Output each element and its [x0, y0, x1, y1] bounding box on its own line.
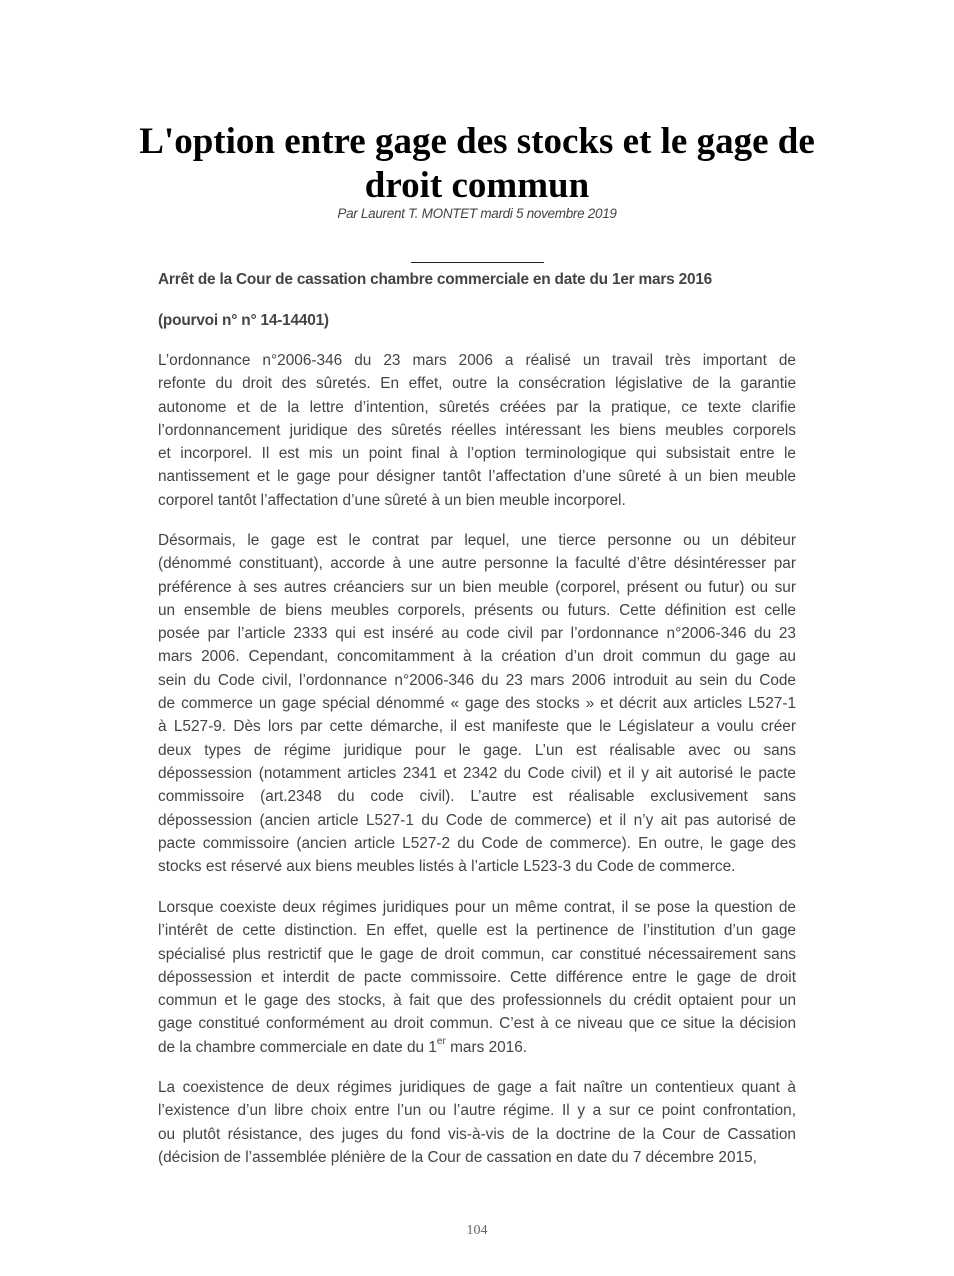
- text-line: Désormais, le gage est le contrat par lequel, une tierce personne ou un débiteur: [158, 532, 796, 549]
- text-line: dépossession (notamment articles 2341 et 2342 du Code civil) et il y ait autorisé le pacte: [158, 764, 796, 782]
- text-line: pacte commissoire (ancien article L527-2 du Code de commerce). En outre, le gage des: [158, 834, 796, 852]
- decision-heading: Arrêt de la Cour de cassation chambre commerciale en date du 1er mars 2016: [158, 271, 713, 288]
- text-line: l’intérêt de cette distinction. En effet, quelle est la pertinence de l’institution d’un gage: [158, 922, 796, 940]
- text-line: Lorsque coexiste deux régimes juridiques pour un même contrat, il se pose la question de: [158, 899, 796, 916]
- text-line: l’ordonnancement juridique des sûretés réelles intéressant les biens meubles corporels: [158, 421, 796, 439]
- text-line: mars 2006. Cependant, concomitamment à la création d’un droit commun du gage au: [158, 648, 796, 666]
- paragraph-4: [158, 1076, 796, 1169]
- text-line: et incorporel. Il est mis un point final à l’option terminologique qui subsistait entre le: [158, 445, 796, 463]
- divider: [411, 262, 544, 263]
- text-line: dépossession et interdit de pacte commissoire. Cette différence entre le gage de droit: [158, 968, 796, 986]
- text-line: corporel tantôt l’affectation d’une sûreté à un bien meuble incorporel.: [158, 491, 626, 509]
- pourvoi-number: (pourvoi n° n° 14-14401): [158, 312, 329, 329]
- text-line: L’ordonnance n°2006-346 du 23 mars 2006 a réalisé un travail très important de: [158, 352, 796, 369]
- paragraph-3: [158, 896, 796, 1059]
- text-line: La coexistence de deux régimes juridiques de gage a fait naître un contentieux quant à: [158, 1079, 796, 1096]
- text-line: deux types de régime juridique pour le gage. L’un est réalisable avec ou sans: [158, 741, 796, 759]
- text-line: autonome et de la lettre d’intention, sûretés créées par la pratique, ce texte clarifie: [158, 398, 796, 416]
- page-number: 104: [466, 1223, 488, 1238]
- text-line: posée par l’article 2333 qui est inséré au code civil par l’ordonnance n°2006-346 du 23: [158, 625, 796, 643]
- text-line: spécialisé plus restrictif que le gage de droit commun, car constitué nécessairement sans: [158, 945, 796, 963]
- superscript: er: [436, 1035, 446, 1047]
- text-line: gage constitué conformément au droit commun. C’est à ce niveau que ce situe la décision: [158, 1015, 796, 1033]
- byline: Par Laurent T. MONTET mardi 5 novembre 2019: [337, 206, 617, 221]
- text-line: l’existence d’un libre choix entre l’un ou l’autre régime. Il y a sur ce point confrontation,: [158, 1102, 796, 1120]
- text-segment: de la chambre commerciale en date du 1: [158, 1038, 437, 1056]
- text-line: dépossession (ancien article L527-1 du Code de commerce) et il n’y ait pas autorisé de: [158, 811, 796, 829]
- text-line: (décision de l’assemblée plénière de la Cour de cassation en date du 7 décembre 2015,: [158, 1148, 757, 1166]
- text-line: à L527-9. Dès lors par cette démarche, il est manifeste que le Législateur a voulu créer: [158, 718, 796, 736]
- text-line: commissoire (art.2348 du code civil). L’autre est réalisable exclusivement sans: [158, 788, 796, 806]
- text-line: sein du Code civil, l’ordonnance n°2006-346 du 23 mars 2006 introduit au sein du Code: [158, 671, 796, 689]
- text-line: (dénommé constituant), accorde à une autre personne la faculté d’être désintéresser par: [158, 555, 796, 573]
- paragraph-1: [158, 349, 796, 512]
- text-line: préférence à ses autres créanciers sur un bien meuble (corporel, présent ou futur) ou sur: [158, 578, 796, 596]
- text-line: nantissement et le gage pour désigner tantôt l’affectation d’une sûreté à un bien meuble: [158, 468, 796, 486]
- text-line: [158, 1036, 796, 1059]
- page-title: L'option entre gage des stocks et le gage de droit commun: [139, 121, 815, 206]
- text-line: de commerce un gage spécial dénommé « gage des stocks » et décrit aux articles L527-1: [158, 695, 796, 713]
- text-line: refonte du droit des sûretés. En effet, outre la consécration législative de la garantie: [158, 375, 796, 393]
- subheading: [158, 309, 796, 332]
- heading: [158, 268, 796, 291]
- text-line: stocks est réservé aux biens meubles listés à l’article L523-3 du Code de commerce.: [158, 858, 736, 876]
- text-line: commun et le gage des stocks, à fait que des professionnels du crédit optaient pour un: [158, 992, 796, 1010]
- text-line: ou plutôt résistance, des juges du fond vis-à-vis de la doctrine de la Cour de Cassation: [158, 1125, 796, 1143]
- paragraph-2: [158, 529, 796, 878]
- text-segment: mars 2016.: [445, 1038, 528, 1056]
- text-line: un ensemble de biens meubles corporels, présents ou futurs. Cette définition est celle: [158, 601, 796, 619]
